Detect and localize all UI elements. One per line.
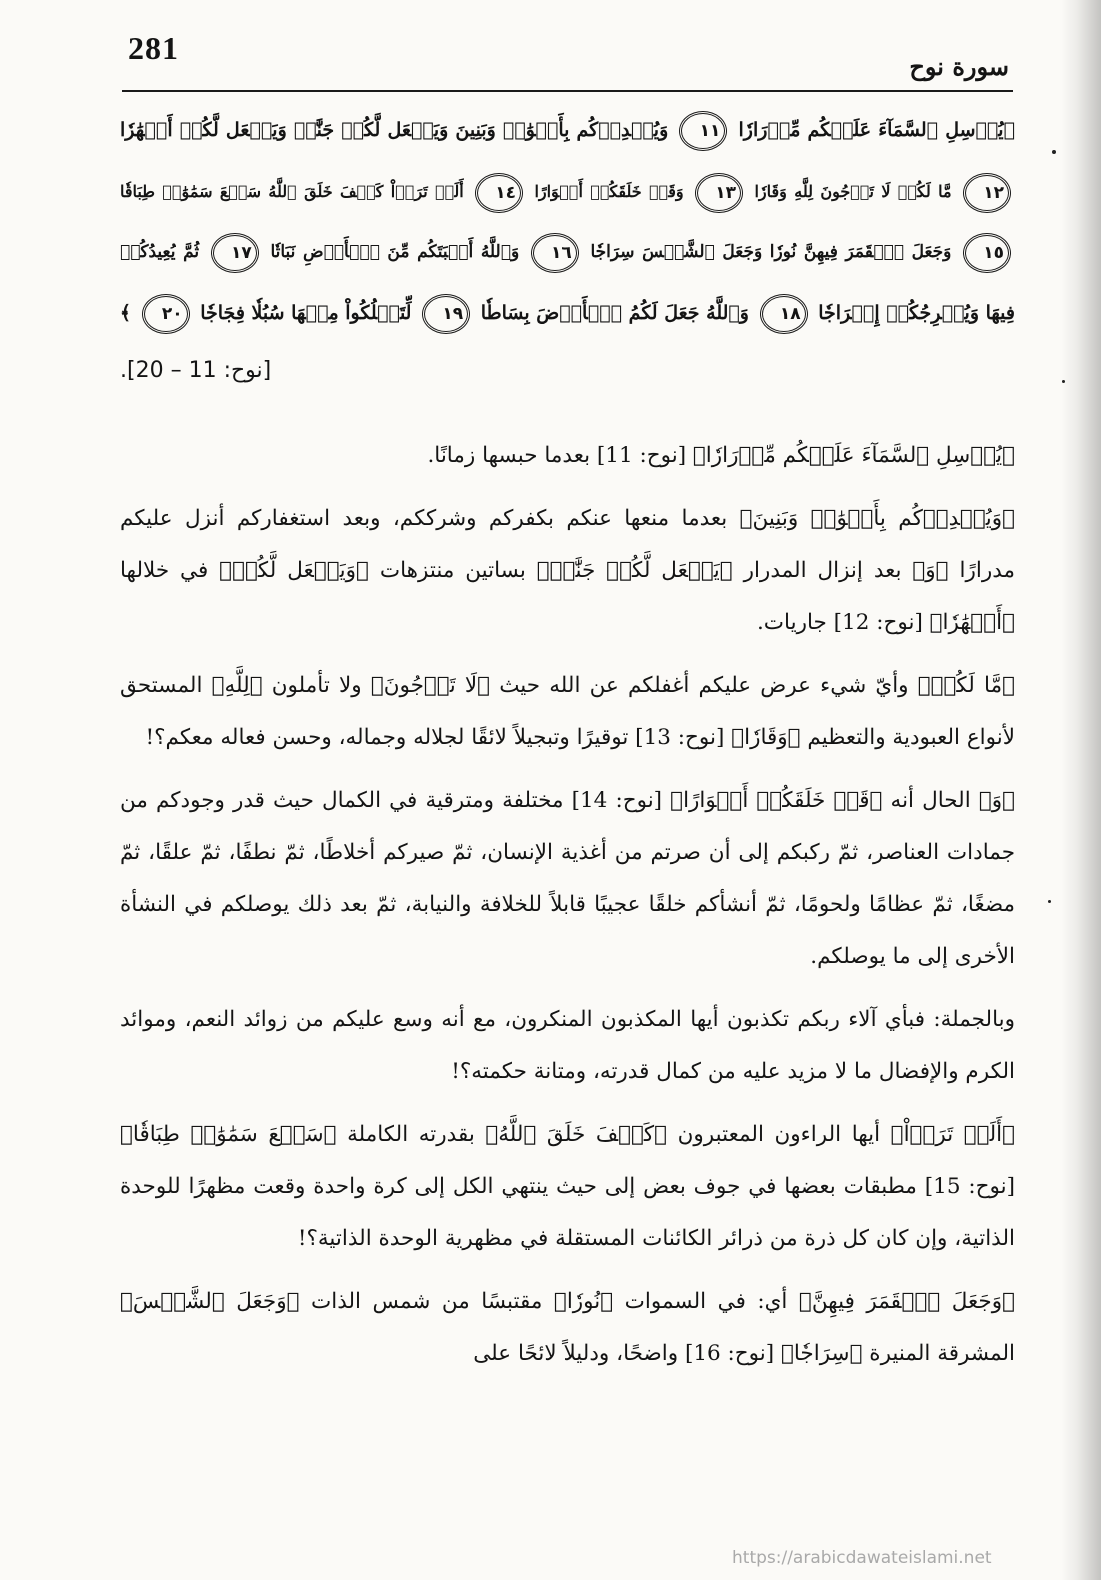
source-url-watermark: https://arabicdawateislami.net bbox=[732, 1548, 992, 1568]
verse-reference: [نوح: 11 – 20]. bbox=[120, 358, 272, 383]
ayah-number-marker: ١٩ bbox=[422, 294, 470, 334]
verse-text: ثُمَّ يُعِيدُكُمۡ bbox=[120, 242, 200, 262]
scan-shadow-edge bbox=[1061, 0, 1101, 1580]
scan-speck bbox=[1062, 380, 1065, 383]
verse-text: وَجَعَلَ ٱلۡقَمَرَ فِيهِنَّ نُورٗا وَجَعَلَ ٱلشَّمۡسَ سِرَاجٗا bbox=[590, 242, 952, 262]
scan-speck bbox=[1052, 150, 1056, 154]
verse-text: أَلَمۡ تَرَوۡاْ كَيۡفَ خَلَقَ ٱللَّهُ سَبۡعَ سَمَٰوَٰتٖ طِبَاقٗا bbox=[120, 182, 464, 201]
page-number: 281 bbox=[128, 30, 179, 66]
tafsir-paragraph: وبالجملة: فبأي آلاء ربكم تكذبون أيها المكذبون المنكرون، مع أنه وسع عليكم من زوائد النعم، وموائد الكرم والإفضال ما لا مزيد عليه من كمال قدرته، ومتانة حكمته؟! bbox=[120, 1007, 1015, 1084]
ayah-number-marker: ١٢ bbox=[963, 173, 1011, 213]
tafsir-paragraph: ﴿يُرۡسِلِ ٱلسَّمَآءَ عَلَيۡكُم مِّدۡرَارٗا﴾ [نوح: 11] بعدما حبسها زمانًا. bbox=[427, 443, 1015, 468]
tafsir-paragraph: ﴿مَّا لَكُمۡ﴾ وأيّ شيء عرض عليكم أغفلكم عن الله حيث ﴿لَا تَرۡجُونَ﴾ ولا تأملون ﴿لِلَّهِ﴾ المستحق لأنواع العبودية والتعظيم ﴿وَقَارٗا﴾ [نوح: 13] توقيرًا وتبجيلاً لائقًا لجلاله وجماله، وحسن فعاله معكم؟! bbox=[120, 673, 1015, 750]
tafsir-paragraph: ﴿أَلَمۡ تَرَوۡاْ﴾ أيها الراءون المعتبرون ﴿كَيۡفَ خَلَقَ ٱللَّهُ﴾ بقدرته الكاملة ﴿سَبۡعَ سَمَٰوَٰتٖ طِبَاقٗا﴾ [نوح: 15] مطبقات بعضها في جوف بعض إلى حيث ينتهي الكل إلى كرة واحدة وقعت مظهرًا للوحدة الذاتية، وإن كان كل ذرة من ذرائر الكائنات المستقلة في مظهرية الوحدة الذاتية؟! bbox=[120, 1122, 1015, 1251]
quran-line bbox=[120, 161, 1015, 222]
verse-text: وَيُمۡدِدۡكُم بِأَمۡوَٰلٖ وَبَنِينَ وَيَجۡعَل لَّكُمۡ جَنَّٰتٖ وَيَجۡعَل لَّكُمۡ أَنۡهَٰرٗا bbox=[120, 119, 669, 141]
ayah-number-marker: ١٨ bbox=[760, 294, 808, 334]
ayah-number-marker: ١٧ bbox=[211, 233, 259, 273]
verse-text: وَٱللَّهُ أَنۢبَتَكُم مِّنَ ٱلۡأَرۡضِ نَبَاتٗا bbox=[270, 242, 520, 262]
verse-text: فِيهَا وَيُخۡرِجُكُمۡ إِخۡرَاجٗا bbox=[818, 302, 1015, 324]
tafsir-body bbox=[120, 430, 1015, 1391]
verse-text: مَّا لَكُمۡ لَا تَرۡجُونَ لِلَّهِ وَقَارٗا bbox=[754, 182, 952, 201]
verse-text: ﴿يُرۡسِلِ ٱلسَّمَآءَ عَلَيۡكُم مِّدۡرَارٗا bbox=[738, 119, 1015, 141]
ayah-number-marker: ١٣ bbox=[695, 173, 743, 213]
verse-text: وَقَدۡ خَلَقَكُمۡ أَطۡوَارًا bbox=[534, 182, 684, 201]
quran-line bbox=[120, 283, 1015, 344]
header-divider bbox=[122, 90, 1013, 92]
tafsir-paragraph: ﴿وَ﴾ الحال أنه ﴿قَدۡ خَلَقَكُمۡ أَطۡوَارًا﴾ [نوح: 14] مختلفة ومترقية في الكمال حيث قدر وجودكم من جمادات العناصر، ثمّ ركبكم إلى أن صرتم من أغذية الإنسان، ثمّ صيركم أخلاطًا، ثمّ نطفًا، ثمّ علقًا، ثمّ مضغًا، ثمّ عظامًا ولحومًا، ثمّ أنشأكم خلقًا عجيبًا قابلاً للخلافة والنيابة، ثمّ بعد ذلك يوصلكم في النشأة الأخرى إلى ما يوصلكم. bbox=[120, 788, 1016, 969]
ayah-number-marker: ٢٠ bbox=[142, 294, 190, 334]
verse-text: لِّتَسۡلُكُواْ مِنۡهَا سُبُلٗا فِجَاجٗا bbox=[200, 302, 412, 324]
surah-title: سورة نوح bbox=[909, 52, 1009, 81]
ayah-number-marker: ١٦ bbox=[531, 233, 579, 273]
scan-speck bbox=[1048, 900, 1051, 903]
verse-text: وَٱللَّهُ جَعَلَ لَكُمُ ٱلۡأَرۡضَ بِسَاطٗا bbox=[480, 302, 749, 324]
ayah-number-marker: ١١ bbox=[679, 111, 727, 151]
verse-closing-bracket: ﴾ bbox=[120, 302, 131, 324]
quran-verses-block bbox=[120, 100, 1015, 383]
tafsir-paragraph: ﴿وَجَعَلَ ٱلۡقَمَرَ فِيهِنَّ﴾ أي: في السموات ﴿نُورٗا﴾ مقتبسًا من شمس الذات ﴿وَجَعَلَ ٱلشَّمۡسَ﴾ المشرقة المنيرة ﴿سِرَاجٗا﴾ [نوح: 16] واضحًا، ودليلاً لائحًا على bbox=[120, 1289, 1015, 1366]
tafsir-paragraph: ﴿وَيُمۡدِدۡكُم بِأَمۡوَٰلٖ وَبَنِينَ﴾ بعدما منعها عنكم بكفركم وشرككم، وبعد استغفاركم أنزل عليكم مدرارًا ﴿وَ﴾ بعد إنزال المدرار ﴿يَجۡعَل لَّكُمۡ جَنَّٰتٖ﴾ بساتين منتزهات ﴿وَيَجۡعَل لَّكُمۡ﴾ في خلالها ﴿أَنۡهَٰرٗا﴾ [نوح: 12] جاريات. bbox=[120, 506, 1016, 635]
ayah-number-marker: ١٤ bbox=[475, 173, 523, 213]
quran-line bbox=[120, 222, 1015, 283]
ayah-number-marker: ١٥ bbox=[963, 233, 1011, 273]
quran-line bbox=[120, 100, 1015, 161]
